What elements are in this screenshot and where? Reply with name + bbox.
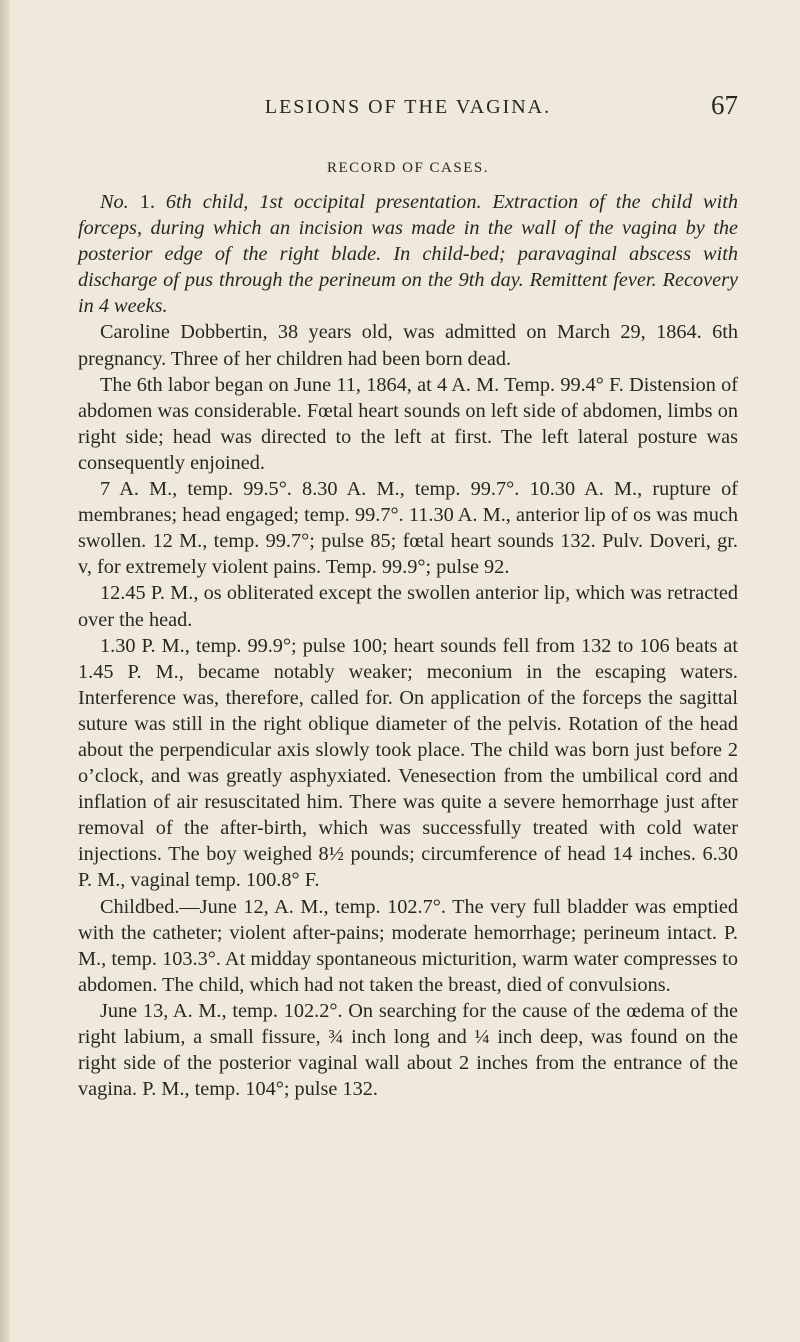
section-heading: RECORD OF CASES. (327, 160, 489, 176)
case-summary (78, 189, 738, 319)
paragraph-admission: Caroline Dobbertin, 38 years old, was admitted on March 29, 1864. 6th pregnancy. Three of her children had been born dead. (78, 321, 738, 370)
case-summary-text: 6th child, 1st occipital presentation. Extraction of the child with forceps, during which an incision was made in the wall of the vagina by the posterior edge of the right blade. In child-bed; paravaginal abscess with discharge of pus through the perineum on the 9th day. Remittent fever. Recovery in 4 weeks. (78, 191, 738, 318)
paragraph-delivery: 1.30 P. M., temp. 99.9°; pulse 100; heart sounds fell from 132 to 106 beats at 1.45 P. M., became notably weaker; meconium in the escaping waters. Interference was, therefore, called for. On application of the forceps the sagittal suture was still in the right oblique diameter of the pelvis. Rotation of the head about the perpendicular axis slowly took place. The child was born just before 2 o’clock, and was greatly asphyxiated. Venesection from the umbilical cord and inflation of air resuscitated him. There was quite a severe hemorrhage just after removal of the after-birth, which was successfully treated with cold water injections. The boy weighed 8½ pounds; circumference of head 14 inches. 6.30 P. M., vaginal temp. 100.8° F. (78, 634, 738, 892)
paragraph-labor-onset: The 6th labor began on June 11, 1864, at 4 A. M. Temp. 99.4° F. Distension of abdomen was considerable. Fœtal heart sounds on left side of abdomen, limbs on right side; head was directed to the left at first. The left lateral posture was consequently enjoined. (78, 373, 738, 474)
running-head (78, 90, 738, 128)
case-number-label: No. (100, 191, 129, 213)
case-number (100, 191, 155, 213)
paragraph-childbed: Childbed.—June 12, A. M., temp. 102.7°. The very full bladder was emptied with the catheter; violent after-pains; moderate hemorrhage; perineum intact. P. M., temp. 103.3°. At midday spontaneous micturition, warm water compresses to abdomen. The child, which had not taken the breast, died of convulsions. (78, 895, 738, 996)
running-title: LESIONS OF THE VAGINA. (264, 96, 552, 118)
page-binding-edge (0, 0, 10, 1342)
page-number: 67 (711, 90, 738, 120)
case-number-value: 1. (139, 191, 155, 213)
paragraph-june-13: June 13, A. M., temp. 102.2°. On searching for the cause of the œdema of the right labium, a small fissure, ¾ inch long and ¼ inch deep, was found on the right side of the posterior vaginal wall about 2 inches from the entrance of the vagina. P. M., temp. 104°; pulse 132. (78, 999, 738, 1101)
book-page (78, 90, 738, 1102)
paragraph-os-obliterated: 12.45 P. M., os obliterated except the swollen anterior lip, which was retracted over the head. (78, 582, 738, 631)
paragraph-labor-progress: 7 A. M., temp. 99.5°. 8.30 A. M., temp. 99.7°. 10.30 A. M., rupture of membranes; head engaged; temp. 99.7°. 11.30 A. M., anterior lip of os was much swollen. 12 M., temp. 99.7°; pulse 85; fœtal heart sounds 132. Pulv. Doveri, gr. v, for extremely violent pains. Temp. 99.9°; pulse 92. (78, 478, 738, 579)
